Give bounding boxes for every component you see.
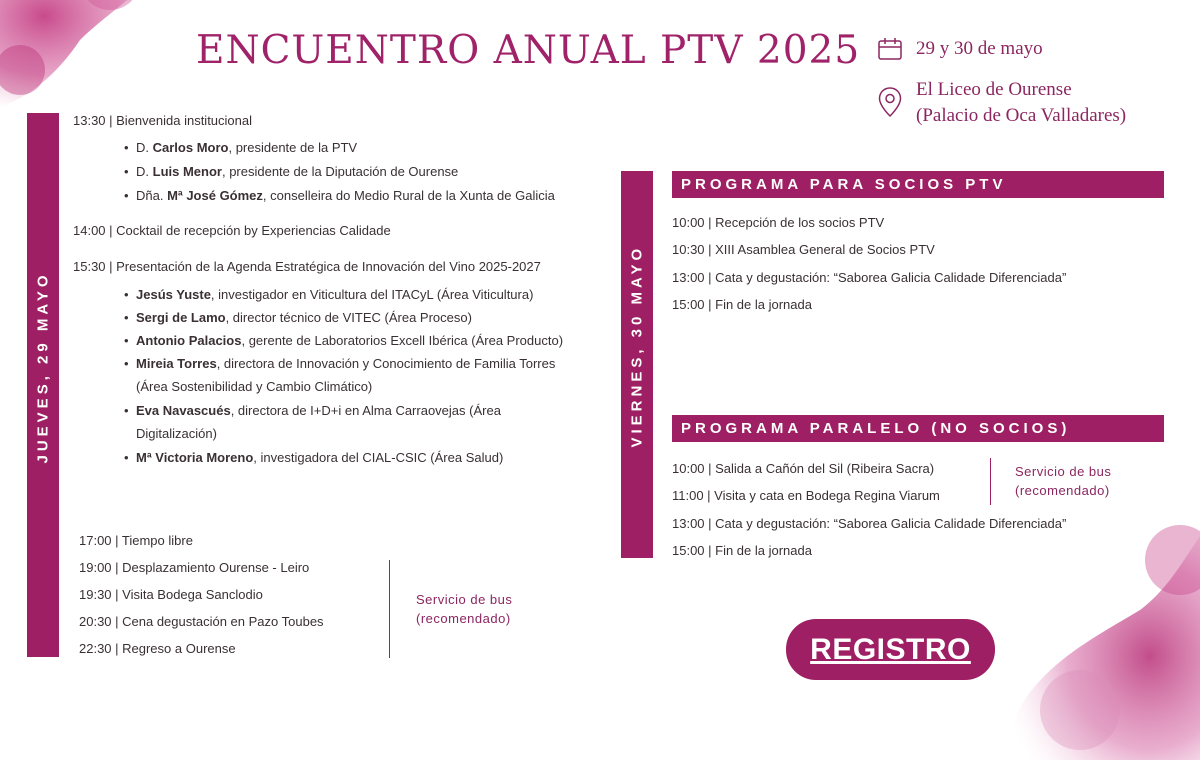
registro-button[interactable]: REGISTRO (786, 619, 995, 680)
socios-item: 10:30 | XIII Asamblea General de Socios PTV (672, 242, 935, 257)
presenter-item-cont: (Área Sostenibilidad y Cambio Climático) (136, 379, 373, 394)
day2-bar (621, 171, 653, 558)
bus-note-line: (recomendado) (1015, 483, 1110, 498)
agenda-title-line: 15:30 | Presentación de la Agenda Estratégica de Innovación del Vino 2025-2027 (73, 259, 541, 274)
evening-item: 17:00 | Tiempo libre (79, 533, 193, 548)
evening-item: 20:30 | Cena degustación en Pazo Toubes (79, 614, 324, 629)
page-title: ENCUENTRO ANUAL PTV 2025 (196, 28, 861, 73)
presenter-item: • Eva Navascués, directora de I+D+i en Alma Carraovejas (Área (136, 403, 501, 418)
watercolor-splash-top-left (0, 0, 190, 120)
evening-item: 22:30 | Regreso a Ourense (79, 641, 236, 656)
calendar-icon (877, 36, 903, 62)
parallel-item: 15:00 | Fin de la jornada (672, 543, 812, 558)
evening-item: 19:00 | Desplazamiento Ourense - Leiro (79, 560, 310, 575)
day1-label: JUEVES, 29 MAYO (34, 271, 52, 464)
day1-bar (27, 113, 59, 657)
divider (990, 458, 991, 505)
evening-item: 19:30 | Visita Bodega Sanclodio (79, 587, 263, 602)
socios-program-header: PROGRAMA PARA SOCIOS PTV (672, 171, 1164, 198)
bus-note-line: Servicio de bus (416, 592, 513, 607)
socios-item: 10:00 | Recepción de los socios PTV (672, 215, 885, 230)
speaker-item: • Dña. Mª José Gómez, conselleira do Medio Rural de la Xunta de Galicia (136, 188, 555, 203)
parallel-item: 11:00 | Visita y cata en Bodega Regina Viarum (672, 488, 940, 503)
bus-service-note-day2 (1015, 462, 1111, 500)
bus-note-line: (recomendado) (416, 611, 511, 626)
socios-item: 13:00 | Cata y degustación: “Saborea Galicia Calidade Diferenciada” (672, 270, 1067, 285)
venue-name: El Liceo de Ourense (916, 79, 1072, 100)
event-dates: 29 y 30 de mayo (916, 38, 1043, 59)
presenter-item: • Jesús Yuste, investigador en Viticultura del ITACyL (Área Viticultura) (136, 287, 533, 302)
presenter-item: • Antonio Palacios, gerente de Laboratorios Excell Ibérica (Área Producto) (136, 333, 563, 348)
bus-note-line: Servicio de bus (1015, 464, 1112, 479)
bus-service-note-day1 (416, 590, 512, 628)
venue-detail: (Palacio de Oca Valladares) (916, 105, 1127, 126)
parallel-item: 10:00 | Salida a Cañón del Sil (Ribeira Sacra) (672, 461, 935, 476)
day2-label: VIERNES, 30 MAYO (628, 244, 646, 448)
presenter-item: • Mireia Torres, directora de Innovación y Conocimiento de Familia Torres (136, 356, 555, 371)
welcome-line: 13:30 | Bienvenida institucional (73, 113, 252, 128)
presenter-item: • Mª Victoria Moreno, investigadora del CIAL-CSIC (Área Salud) (136, 450, 503, 465)
parallel-item: 13:00 | Cata y degustación: “Saborea Galicia Calidade Diferenciada” (672, 516, 1067, 531)
location-pin-icon (877, 86, 903, 118)
divider (389, 560, 390, 658)
socios-item: 15:00 | Fin de la jornada (672, 297, 812, 312)
watercolor-splash-bottom-right (990, 500, 1200, 760)
cocktail-line: 14:00 | Cocktail de recepción by Experiencias Calidade (73, 223, 391, 238)
presenter-item-cont: Digitalización) (136, 426, 217, 441)
speaker-item: • D. Carlos Moro, presidente de la PTV (136, 140, 357, 155)
parallel-program-header: PROGRAMA PARALELO (NO SOCIOS) (672, 415, 1164, 442)
speaker-item: • D. Luis Menor, presidente de la Diputación de Ourense (136, 164, 458, 179)
presenter-item: • Sergi de Lamo, director técnico de VITEC (Área Proceso) (136, 310, 472, 325)
